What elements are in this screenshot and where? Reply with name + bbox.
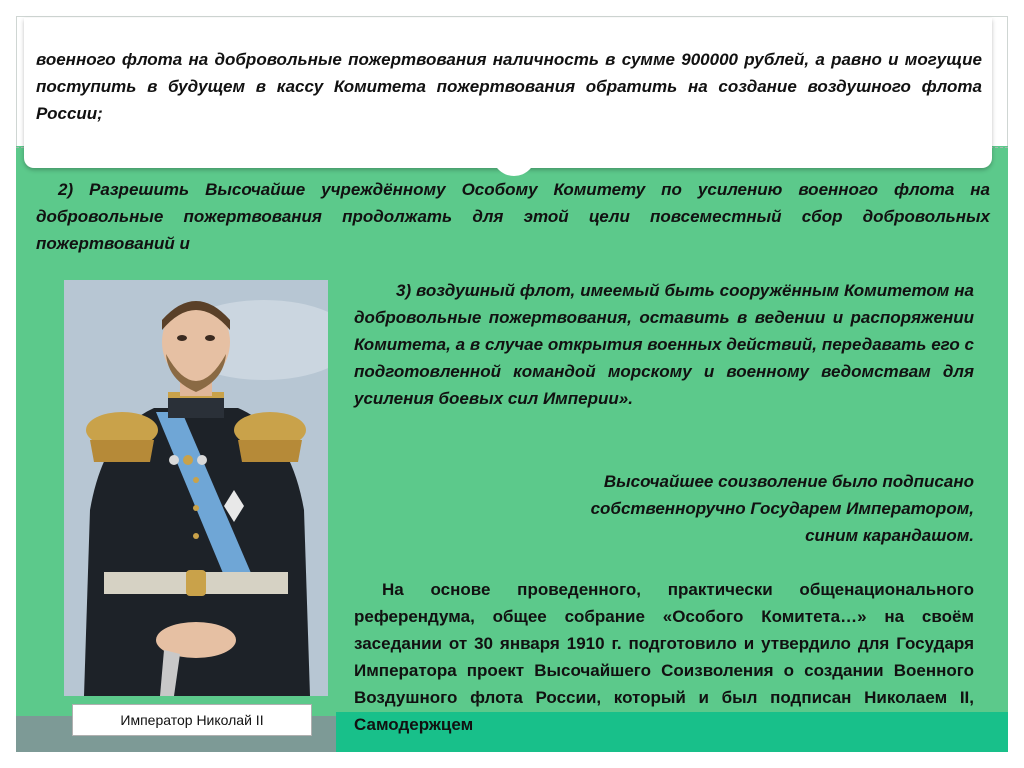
paragraph-3: 3) воздушный флот, имеемый быть сооружённым Комитетом на добровольные пожертвования, оставить в ведении и распоряжении Комитета, а в случае открытия военных действий, передавать его с подготовленной командой морскому и военному ведомствам для усиления боевых сил Империи». <box>354 281 974 408</box>
approval-line-2: собственноручно Государем Императором, <box>590 499 974 518</box>
paragraph-2: 2) Разрешить Высочайше учреждённому Особому Комитету по усилению военного флота на добровольные пожертвования продолжать для этой цели повсеместный сбор добровольных пожертвований и <box>36 180 990 253</box>
approval-note <box>354 468 974 549</box>
portrait-caption: Император Николай II <box>72 704 312 736</box>
approval-line-3: синим карандашом. <box>805 526 974 545</box>
portrait-illustration <box>64 280 328 696</box>
approval-line-1: Высочайшее соизволение было подписано <box>603 472 974 491</box>
top-paragraph: военного флота на добровольные пожертвования наличность в сумме 900000 рублей, а равно и могущие поступить в будущем в кассу Комитета пожертвования обратить на создание воздушного флота России; <box>36 50 982 123</box>
paragraph-4: На основе проведенного, практически общенационального референдума, общее собрание «Особого Комитета…» на своём заседании от 30 января 1910 г. подготовило и утвердило для Государя Императора проект Высочайшего Соизволения о создании Военного Воздушного флота России, который и был подписан Николаем II, Самодержцем <box>354 580 974 734</box>
portrait-image <box>64 280 328 696</box>
